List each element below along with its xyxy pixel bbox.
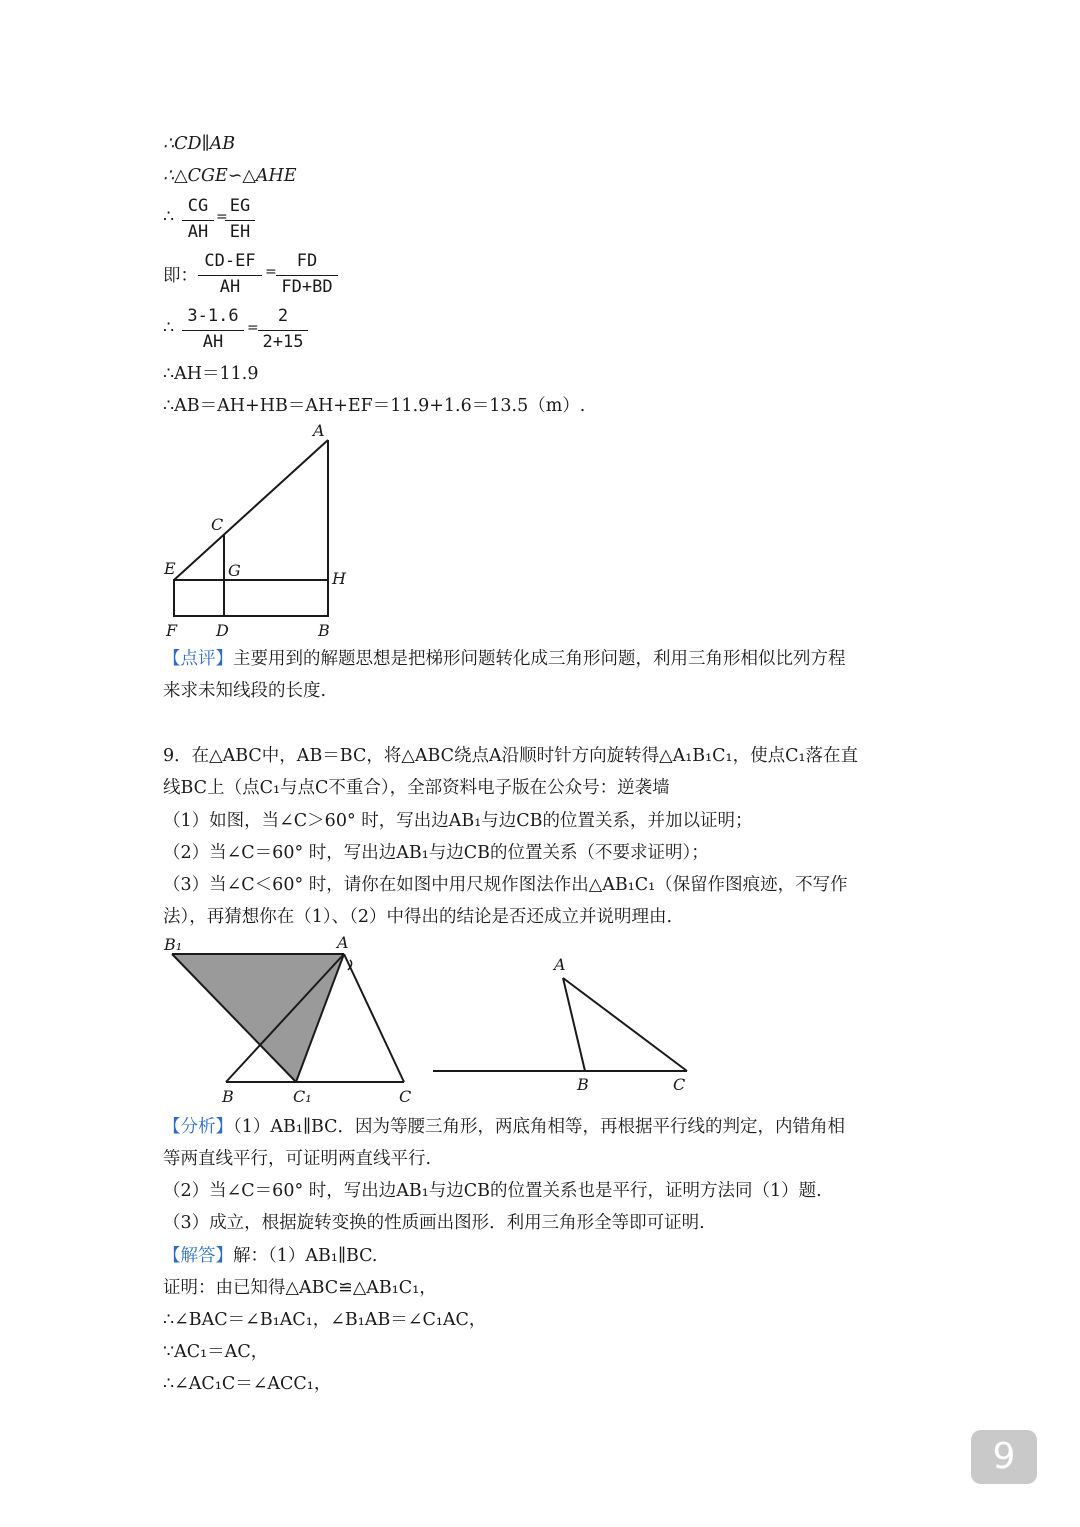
- answer-line-2: ∴∠BAC＝∠B₁AC₁，∠B₁AB＝∠C₁AC，: [163, 1310, 487, 1330]
- equals-sign: =: [247, 320, 259, 336]
- label-c: C: [211, 515, 224, 534]
- analysis-text-1: （1）AB₁∥BC．因为等腰三角形，两底角相等，再根据平行线的判定，内错角相: [233, 1117, 846, 1137]
- label-a: A: [554, 955, 566, 974]
- fraction-numerator: EG: [229, 196, 251, 216]
- fraction-3minus16-ah: [182, 306, 244, 354]
- answer-line-head: [163, 1245, 378, 1267]
- analysis-text-3: （2）当∠C＝60° 时，写出边AB₁与边CB的位置关系也是平行，证明方法同（1）题.: [163, 1181, 822, 1201]
- fraction-2-2plus15: [258, 306, 308, 354]
- figure-similar-triangles: [160, 420, 360, 645]
- fraction-denominator: AH: [187, 222, 209, 242]
- q9-part-2: （2）当∠C＝60° 时，写出边AB₁与边CB的位置关系（不要求证明）；: [163, 843, 709, 863]
- answer-line-1: 证明：由已知得△ABC≌△AB₁C₁，: [163, 1278, 437, 1298]
- label-c1: C₁: [293, 1087, 312, 1106]
- equals-sign: =: [216, 209, 228, 225]
- label-b: B: [222, 1087, 234, 1106]
- fraction-denominator: AH: [202, 332, 224, 352]
- answer-tag: 【解答】: [163, 1246, 233, 1266]
- proof-line-ah-value: ∴AH＝11.9: [163, 364, 259, 384]
- line-ea: [174, 440, 328, 580]
- answer-line-3: ∵AC₁＝AC，: [163, 1342, 269, 1362]
- fraction-denominator: AH: [219, 277, 241, 297]
- therefore-symbol: ∴: [163, 318, 175, 338]
- proof-line-similar: ∴△CGE∽△AHE: [163, 166, 297, 186]
- comment-text-2: 来求未知线段的长度.: [163, 681, 327, 701]
- analysis-text-4: （3）成立，根据旋转变换的性质画出图形．利用三角形全等即可证明.: [163, 1213, 705, 1233]
- figure-rotation: [160, 930, 430, 1115]
- fraction-denominator: 2+15: [262, 332, 304, 352]
- label-b: B: [318, 621, 330, 640]
- label-f: F: [166, 621, 178, 640]
- shaded-triangle-ab1c1: [172, 954, 344, 1082]
- fraction-fd-fdbd: [276, 251, 338, 299]
- q9-part-1: （1）如图，当∠C＞60° 时，写出边AB₁与边CB的位置关系，并加以证明；: [163, 811, 753, 831]
- comment-line-1: [163, 648, 846, 670]
- proof-line-ab-result: ∴AB＝AH+HB＝AH+EF＝11.9+1.6＝13.5（m）.: [163, 396, 586, 416]
- q9-part-3a: （3）当∠C＜60° 时，请你在如图中用尺规作图法作出△AB₁C₁（保留作图痕迹，不写作: [163, 875, 848, 895]
- q9-statement-1: 9．在△ABC中，AB＝BC，将△ABC绕点A沿顺时针方向旋转得△A₁B₁C₁，使点C₁落在直: [163, 746, 858, 766]
- fraction-numerator: CD-EF: [204, 251, 256, 271]
- label-c: C: [673, 1075, 686, 1094]
- label-b: B: [577, 1075, 589, 1094]
- fraction-cdef-ah: [198, 251, 262, 299]
- fraction-numerator: 2: [277, 306, 289, 326]
- answer-line-4: ∴∠AC₁C＝∠ACC₁，: [163, 1374, 332, 1394]
- equals-sign: =: [265, 264, 277, 280]
- fraction-numerator: FD: [296, 251, 318, 271]
- comment-tag: 【点评】: [163, 649, 233, 669]
- fraction-denominator: EH: [229, 222, 251, 242]
- fraction-numerator: 3-1.6: [187, 306, 239, 326]
- label-a: A: [337, 933, 349, 952]
- page-number-badge: 9: [971, 1430, 1037, 1484]
- label-h: H: [332, 569, 346, 588]
- q9-part-3b: 法），再猜想你在（1）、（2）中得出的结论是否还成立并说明理由.: [163, 907, 673, 927]
- therefore-symbol: ∴: [163, 207, 175, 227]
- answer-head: 解：（1）AB₁∥BC.: [233, 1246, 378, 1266]
- proof-line-parallel: ∴CD∥AB: [163, 134, 236, 154]
- figure-triangle-construction: [425, 950, 695, 1100]
- fraction-numerator: CG: [187, 196, 209, 216]
- comment-text-1: 主要用到的解题思想是把梯形问题转化成三角形问题，利用三角形相似比列方程: [233, 649, 846, 669]
- analysis-line-1: [163, 1116, 845, 1138]
- namely-prefix: 即：: [163, 266, 198, 286]
- label-e: E: [164, 559, 176, 578]
- label-a: A: [313, 421, 325, 440]
- q9-statement-2: 线BC上（点C₁与点C不重合），全部资料电子版在公众号：逆袭墙: [163, 778, 670, 798]
- fraction-cg-ah: [182, 196, 214, 244]
- label-b1: B₁: [164, 935, 183, 954]
- line-ac: [344, 954, 404, 1082]
- analysis-tag: 【分析】: [163, 1117, 233, 1137]
- fraction-eg-eh: [225, 196, 255, 244]
- rectangle-efbh: [174, 580, 328, 616]
- label-c: C: [399, 1087, 412, 1106]
- analysis-text-2: 等两直线平行，可证明两直线平行.: [163, 1149, 432, 1169]
- label-g: G: [228, 561, 241, 580]
- label-d: D: [216, 621, 229, 640]
- fraction-denominator: FD+BD: [281, 277, 333, 297]
